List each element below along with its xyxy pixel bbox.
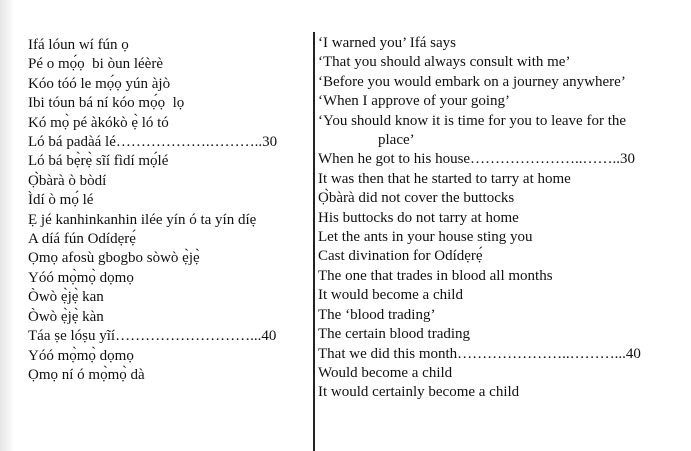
yoruba-verse-line: Ọmọ ní ó mọ̀mọ̀ dà bbox=[28, 366, 145, 383]
yoruba-verse-line: A díá fún Odídẹrẹ́ bbox=[28, 231, 136, 248]
column-divider bbox=[313, 32, 315, 451]
english-verse-line: Ọ̀bàrà did not cover the buttocks bbox=[318, 190, 515, 207]
yoruba-verse-line: Ibi tóun bá ní kóo mọ́ọ lọ bbox=[28, 95, 185, 112]
english-verse-line: Let the ants in your house sting you bbox=[318, 229, 533, 246]
english-verse-line: Cast divination for Odídẹrẹ́ bbox=[318, 248, 483, 265]
english-verse-line: It was then that he started to tarry at home bbox=[318, 170, 571, 187]
english-verse-line: That we did this month…………………..………...40 bbox=[318, 345, 641, 362]
page-edge-shadow bbox=[0, 0, 14, 451]
english-verse-line: ‘That you should always consult with me’ bbox=[318, 54, 571, 71]
yoruba-verse-line: Táa ṣe lóṣu yĩí………………………...40 bbox=[28, 328, 277, 345]
yoruba-verse-line: Ẹ jé kanhinkanhin ilée yín ó ta yín díẹ bbox=[28, 211, 257, 228]
english-verse-line: The certain blood trading bbox=[318, 326, 471, 343]
english-verse-line: The ‘blood trading’ bbox=[318, 306, 436, 323]
yoruba-verse-column bbox=[28, 36, 308, 385]
english-verse-line: It would certainly become a child bbox=[318, 384, 520, 401]
english-verse-line: The one that trades in blood all months bbox=[318, 267, 553, 284]
yoruba-verse-line: Òwò ẹ̀jẹ̀ kàn bbox=[28, 308, 104, 325]
yoruba-verse-line: Pé o mọ́ọ bi òun léèrè bbox=[28, 56, 163, 73]
english-verse-line: When he got to his house…………………..……..30 bbox=[318, 151, 636, 168]
english-verse-line: ‘I warned you’ Ifá says bbox=[318, 35, 456, 51]
yoruba-verse-line: Òwò ẹ̀jẹ̀ kan bbox=[28, 289, 104, 306]
yoruba-verse-line: Yóó mọ̀mọ̀ dọmọ bbox=[28, 347, 134, 364]
english-verse-line: It would become a child bbox=[318, 287, 463, 304]
english-verse-line: place’ bbox=[378, 132, 415, 149]
english-verse-line: ‘When I approve of your going’ bbox=[318, 93, 511, 110]
english-translation-column bbox=[318, 34, 688, 403]
english-verse-line: Would become a child bbox=[318, 364, 453, 381]
yoruba-verse-line: Yóó mọ̀mọ̀ dọmọ bbox=[28, 269, 134, 286]
english-verse-line: ‘Before you would embark on a journey anywhere’ bbox=[318, 73, 626, 90]
yoruba-verse-line: Ọ̀bàrà ò bòdí bbox=[28, 172, 107, 189]
yoruba-verse-line: Kóo tóó le mọ́ọ yún àjò bbox=[28, 75, 171, 92]
english-verse-line: His buttocks do not tarry at home bbox=[318, 209, 519, 226]
yoruba-verse-line: Ló bá padàá lé……………….………..30 bbox=[28, 134, 278, 151]
yoruba-verse-line: Ló bá bẹ̀rẹ̀ sĩí fìdí mọ́lé bbox=[28, 153, 169, 170]
english-verse-line: ‘You should know it is time for you to leave for the bbox=[318, 112, 627, 129]
yoruba-verse-line: Ìdí ò mọ́ lé bbox=[28, 192, 94, 209]
yoruba-verse-line: Kó mọ̀ pé àkókò ẹ̀ ló tó bbox=[28, 114, 169, 131]
yoruba-verse-line: Ọmọ afosù gbogbo sòwò ẹ̀jẹ̀ bbox=[28, 250, 200, 267]
yoruba-verse-line: Ifá lóun wí fún ọ bbox=[28, 37, 129, 53]
